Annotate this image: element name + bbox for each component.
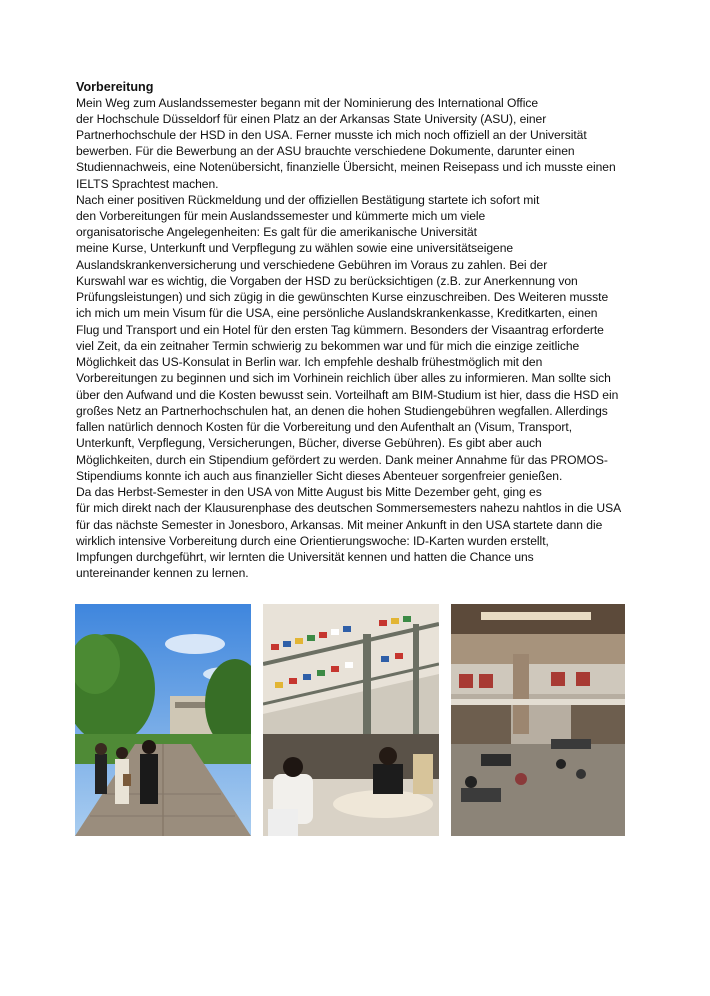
text-line: großes Netz an Partnerhochschulen hat, an denen die hohen Studiengebühren wegfallen. Allerdings	[76, 404, 608, 418]
text-line: Mein Weg zum Auslandssemester begann mit der Nominierung des International Office	[76, 96, 539, 110]
text-line: meine Kurse, Unterkunft und Verpflegung zu wählen sowie eine universitätseigene	[76, 241, 514, 255]
text-line: Prüfungsleistungen) und sich zügig in die gewünschten Kurse einzuschreiben. Des Weiteren musste	[76, 290, 609, 304]
text-line: Stipendiums konnte ich auch aus finanzieller Sicht dieses Abenteuer sorgenfreier genießen.	[76, 469, 563, 483]
text-line: Flug und Transport und ein Hotel für den ersten Tag kümmern. Besonders der Visaantrag erforderte	[76, 323, 604, 337]
text-line: IELTS Sprachtest machen.	[76, 177, 219, 191]
section-heading: Vorbereitung	[76, 80, 154, 94]
text-line: den Vorbereitungen für mein Auslandssemester und kümmerte mich um viele	[76, 209, 486, 223]
text-line: Kurswahl war es wichtig, die Vorgaben der HSD zu berücksichtigen (z.B. zur Anerkennung von	[76, 274, 578, 288]
text-line: ich mich um mein Visum für die USA, eine persönliche Auslandskrankenkasse, Kreditkarten, einen	[76, 306, 598, 320]
text-line: Impfungen durchgeführt, wir lernten die Universität kennen und hatten die Chance uns	[76, 550, 534, 564]
text-line: für mich direkt nach der Klausurenphase des deutschen Sommersemesters nahezu nahtlos in die USA	[76, 501, 622, 515]
dining-hall-photo	[263, 604, 439, 836]
text-line: fallen natürlich dennoch Kosten für die Vorbereitung und den Aufenthalt an (Visum, Transport,	[76, 420, 573, 434]
text-line: organisatorische Angelegenheiten: Es galt für die amerikanische Universität	[76, 225, 477, 239]
text-line: Auslandskrankenversicherung und verschiedene Gebühren im Voraus zu zahlen. Bei der	[76, 258, 548, 272]
text-line: Vorbereitungen zu beginnen und sich im Vorhinein reichlich über alles zu informieren. Man sollte sich	[76, 371, 611, 385]
text-line: Möglichkeit das US-Konsulat in Berlin war. Ich empfehle deshalb frühestmöglich mit den	[76, 355, 543, 369]
text-line: untereinander kennen zu lernen.	[76, 566, 249, 580]
text-line: für das nächste Semester in Jonesboro, Arkansas. Mit meiner Ankunft in den USA startete dann die	[76, 518, 603, 532]
text-line: bewerben. Für die Bewerbung an der ASU brauchte verschiedene Dokumente, darunter einen	[76, 144, 575, 158]
text-line: wirklich intensive Vorbereitung durch eine Orientierungswoche: ID-Karten wurden erstellt,	[76, 534, 549, 548]
text-line: Möglichkeiten, durch ein Stipendium gefördert zu werden. Dank meiner Annahme für das PROMOS-	[76, 453, 608, 467]
text-line: Nach einer positiven Rückmeldung und der offiziellen Bestätigung startete ich sofort mit	[76, 193, 540, 207]
text-line: Studiennachweis, eine Notenübersicht, finanzielle Übersicht, meinen Reisepass und ich musste einen	[76, 160, 616, 174]
text-line: Unterkunft, Verpflegung, Versicherungen, Bücher, diverse Gebühren). Es gibt aber auch	[76, 436, 542, 450]
text-line: über den Aufwand und die Kosten bewusst sein. Vorteilhaft am BIM-Studium ist hier, dass die HSD ein	[76, 388, 619, 402]
campus-walkway-photo	[75, 604, 251, 836]
text-line: Da das Herbst-Semester in den USA von Mitte August bis Mitte Dezember geht, ging es	[76, 485, 542, 499]
atrium-photo	[451, 604, 625, 836]
text-line: Partnerhochschule der HSD in den USA. Ferner musste ich mich noch offiziell an der Universität	[76, 128, 587, 142]
text-line: der Hochschule Düsseldorf für einen Platz an der Arkansas State University (ASU), einer	[76, 112, 547, 126]
text-line: viel Zeit, da ein zeitnaher Termin schwierig zu bekommen war und für mich die einzige zeitliche	[76, 339, 580, 353]
